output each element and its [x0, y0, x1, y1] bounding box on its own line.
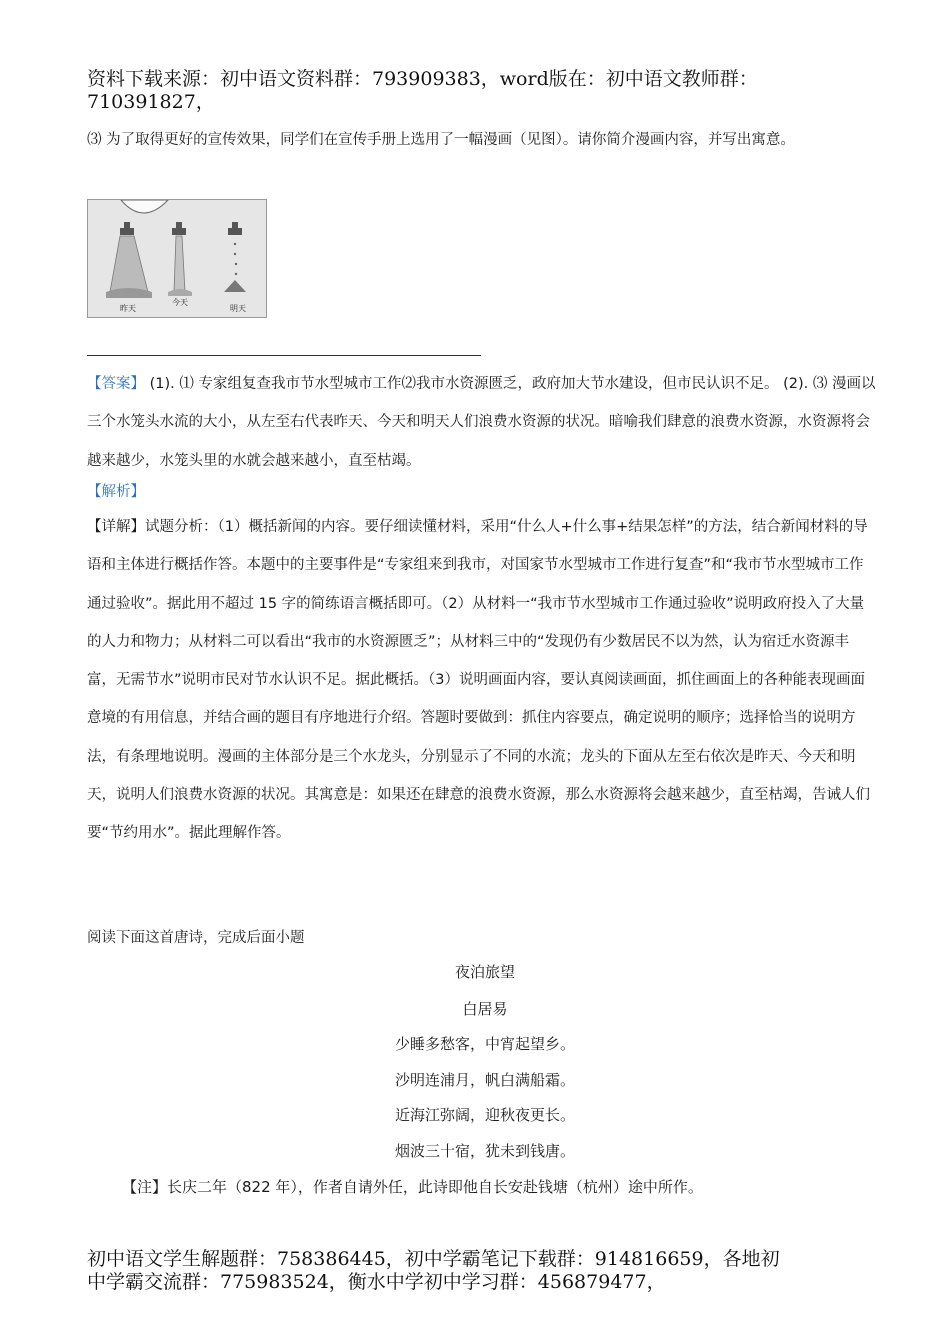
footer-line-1: 初中语文学生解题群：758386445，初中学霸笔记下载群：914816659，各地初: [87, 1248, 780, 1270]
tap-yesterday: [106, 222, 152, 298]
label-tomorrow: 明天: [230, 304, 246, 313]
analysis-detail: 【详解】试题分析：（1）概括新闻的内容。要仔细读懂材料，采用“什么人+什么事+结果怎样”的方法，结合新闻材料的导语和主体进行概括作答。本题中的主要事件是“专家组来到我市，对国家节水型城市工作进行复查”和“我市节水型城市工作通过验收”。据此用不超过 15 字的简练语言概括即可。（2）从材料一“我市节水型城市工作通过验收”说明政府投入了大量的人力和物力；从材料二可以看出“我市的水资源匮乏”；从材料三中的“发现仍有少数居民不以为然，认为宿迁水资源丰富，无需节水”说明市民对节水认识不足。据此概括。（3）说明画面内容，要认真阅读画面，抓住画面上的各种能表现画面意境的有用信息，并结合画的题目有序地进行介绍。答题时要做到：抓住内容要点，确定说明的顺序；选择恰当的说明方法，有条理地说明。漫画的主体部分是三个水龙头，分别显示了不同的水流；龙头的下面从左至右依次是昨天、今天和明天，说明人们浪费水资源的状况。其寓意是：如果还在肆意的浪费水资源，那么水资源将会越来越少，直至枯竭，告诫人们要“节约用水”。据此理解作答。: [87, 519, 870, 842]
answer-tag: 【答案】: [87, 376, 145, 392]
tap-today: [168, 222, 192, 296]
poem-note: 【注】长庆二年（822 年），作者自请外任，此诗即他自长安赴钱塘（杭州）途中所作。: [122, 1178, 703, 1196]
stream-medium: [174, 236, 185, 292]
label-today: 今天: [172, 298, 188, 307]
answer-blank-line: [87, 355, 481, 356]
footer-banner: [87, 1248, 887, 1294]
tap-tomorrow: [224, 222, 246, 292]
stream-large: [110, 236, 148, 292]
poem-line-3: 近海江弥阔，迎秋夜更长。: [394, 1106, 575, 1124]
answer-block: [87, 365, 877, 480]
poem-line-2: 沙明连浦月，帆白满船霜。: [394, 1071, 575, 1089]
poem-author: 白居易: [462, 1000, 508, 1018]
cartoon-drawing: [88, 200, 266, 317]
header-banner: [87, 68, 887, 114]
header-line-1: 资料下载来源：初中语文资料群：793909383，word版在：初中语文教师群：: [87, 68, 758, 90]
footer-line-2: 中学霸交流群：775983524，衡水中学初中学习群：456879477，: [87, 1271, 666, 1293]
poem-line-4: 烟波三十宿，犹未到钱唐。: [394, 1142, 575, 1160]
analysis-tag: 【解析】: [87, 484, 145, 500]
reading-intro: 阅读下面这首唐诗，完成后面小题: [87, 930, 305, 946]
answer-text: (1). ⑴ 专家组复查我市节水型城市工作⑵我市水资源匮乏，政府加大节水建设，但市民认识不足。 (2). ⑶ 漫画以三个水笼头水流的大小，从左至右代表昨天、今天和明天人们浪费水资源的状况。暗喻我们肆意的浪费水资源，水资源将会越来越少，水笼头里的水就会越来越小，直至枯竭。: [87, 376, 876, 469]
label-yesterday: 昨天: [120, 304, 136, 313]
header-line-2: 710391827，: [87, 91, 215, 113]
sun-shape: [121, 200, 168, 213]
dry-rocks: [224, 280, 246, 292]
question-3-text: ⑶ 为了取得更好的宣传效果，同学们在宣传手册上选用了一幅漫画（见图）。请你简介漫画内容，并写出寓意。: [87, 132, 795, 148]
poem-line-1: 少睡多愁客，中宵起望乡。: [394, 1035, 575, 1053]
poem-title: 夜泊旅望: [454, 963, 515, 981]
splash-medium: [168, 289, 192, 296]
water-tap-cartoon: [87, 199, 267, 318]
